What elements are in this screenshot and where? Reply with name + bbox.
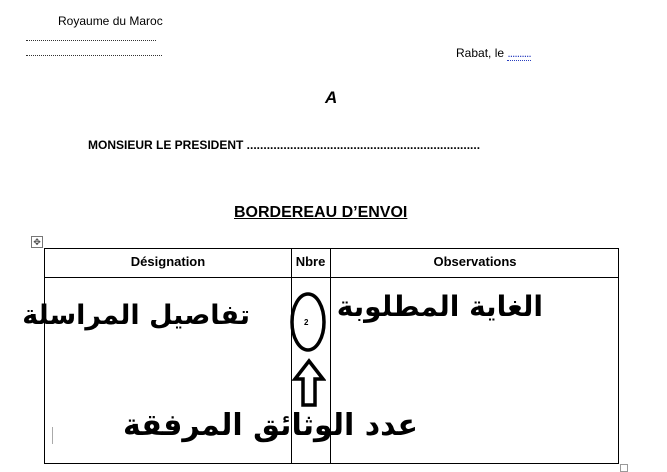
date-placeholder[interactable]: .......... [507, 46, 531, 60]
sender-dotted-line-1 [26, 40, 156, 41]
kingdom-label: Royaume du Maroc [58, 14, 163, 28]
document-count: 2 [304, 318, 309, 327]
details-annotation: تفاصيل المراسلة [22, 300, 250, 331]
text-cursor [52, 427, 53, 444]
up-arrow-icon [292, 358, 326, 408]
addressee-line: MONSIEUR LE PRESIDENT ...................................................................... [88, 138, 481, 152]
sender-dotted-line-2 [26, 55, 162, 56]
header-count: Nbre [295, 254, 326, 269]
place-label: Rabat, le [456, 46, 505, 60]
header-divider [45, 277, 618, 278]
documents-count-annotation: عدد الوثائق المرفقة [122, 408, 418, 443]
recipient-prefix: A [325, 88, 338, 107]
table-move-icon[interactable]: ✥ [31, 236, 43, 248]
document-title: BORDEREAU D’ENVOI [234, 204, 408, 221]
place-date-line [456, 46, 531, 60]
purpose-annotation: الغاية المطلوبة [336, 290, 543, 323]
header-observations: Observations [433, 254, 517, 269]
header-designation: Désignation [130, 254, 206, 269]
